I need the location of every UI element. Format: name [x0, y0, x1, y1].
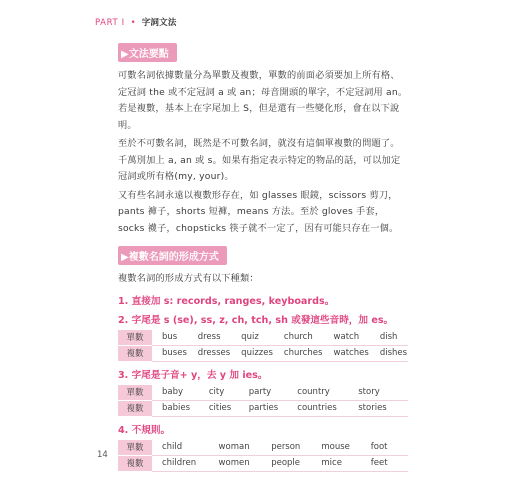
table-row-plural [118, 345, 408, 361]
singular-label: 單數 [118, 330, 152, 346]
word-cell: dresses [188, 345, 231, 361]
empty-cell [395, 440, 408, 456]
word-cell: mice [311, 455, 360, 471]
table-row-plural [118, 400, 408, 416]
table-row-singular [118, 330, 408, 346]
section-heading-plural-formation: ▶複數名詞的形成方式 [118, 246, 227, 265]
word-cell: buses [152, 345, 188, 361]
word-cell: country [287, 385, 348, 401]
header-separator: • [130, 18, 136, 28]
plural-label: 複數 [118, 455, 152, 471]
word-cell: parties [239, 400, 288, 416]
table-es-words [118, 330, 408, 362]
part-label: PART Ⅰ [95, 18, 125, 28]
running-header [95, 16, 177, 28]
rule-y-to-ies: 3. 字尾是子音+ y，去 y 加 ies。 [118, 369, 268, 381]
word-cell: quiz [231, 330, 274, 346]
rule-irregular: 4. 不規則。 [118, 424, 171, 436]
word-cell: dishes [370, 345, 408, 361]
word-cell: story [348, 385, 395, 401]
rule-add-s: 1. 直接加 s: records, ranges, keyboards。 [118, 295, 335, 307]
rule-add-es: 2. 字尾是 s (se), ss, z, ch, tch, sh 或發這些音時，加 es。 [118, 314, 394, 326]
word-cell: party [239, 385, 288, 401]
page-content [118, 42, 408, 472]
word-cell: foot [361, 440, 395, 456]
table-row-singular [118, 385, 408, 401]
paragraph-plural-only-nouns: 又有些名詞永遠以複數形存在，如 glasses 眼鏡，scissors 剪刀，pants 褲子，shorts 短褲，means 方法。至於 gloves 手套，socks 襪子，chopsticks 筷子就不一定了，因有可能只存在一個。 [118, 189, 399, 234]
word-cell: baby [152, 385, 199, 401]
word-cell: watches [324, 345, 370, 361]
table-ies-words [118, 385, 408, 417]
word-cell: city [199, 385, 239, 401]
singular-label: 單數 [118, 440, 152, 456]
table-row-plural [118, 455, 408, 471]
word-cell: countries [287, 400, 348, 416]
word-cell: children [152, 455, 209, 471]
word-cell: bus [152, 330, 188, 346]
word-cell: person [261, 440, 311, 456]
table-row-singular [118, 440, 408, 456]
chapter-title: 字詞文法 [141, 18, 177, 28]
paragraph-countable-nouns: 可數名詞依據數量分為單數及複數，單數的前面必須要加上所有格、定冠詞 the 或不定冠詞 a 或 an；母音開頭的單字，不定冠詞用 an。若是複數，基本上在字尾加上 S，但是還有一些變化形，會在以下說明。 [118, 70, 408, 131]
word-cell: stories [348, 400, 395, 416]
table-irregular-words [118, 440, 408, 472]
word-cell: people [261, 455, 311, 471]
word-cell: child [152, 440, 209, 456]
plural-label: 複數 [118, 400, 152, 416]
word-cell: babies [152, 400, 199, 416]
word-cell: cities [199, 400, 239, 416]
word-cell: dish [370, 330, 408, 346]
word-cell: woman [209, 440, 262, 456]
word-cell: watch [324, 330, 370, 346]
plural-label: 複數 [118, 345, 152, 361]
empty-cell [395, 455, 408, 471]
singular-label: 單數 [118, 385, 152, 401]
word-cell: churches [274, 345, 324, 361]
word-cell: women [209, 455, 262, 471]
paragraph-uncountable-nouns: 至於不可數名詞，既然是不可數名詞，就沒有這個單複數的問題了。千萬別加上 a, an 或 s。如果有指定表示特定的物品的話，可以加定冠詞或所有格(my, your)。 [118, 138, 401, 182]
word-cell: quizzes [231, 345, 274, 361]
word-cell: feet [361, 455, 395, 471]
page-number: 14 [97, 450, 108, 460]
plural-intro-text: 複數名詞的形成方式有以下種類： [118, 273, 259, 284]
empty-cell [396, 400, 408, 416]
word-cell: dress [188, 330, 231, 346]
word-cell: mouse [311, 440, 360, 456]
empty-cell [396, 385, 408, 401]
word-cell: church [274, 330, 324, 346]
section-heading-grammar-points: ▶文法要點 [118, 43, 177, 62]
